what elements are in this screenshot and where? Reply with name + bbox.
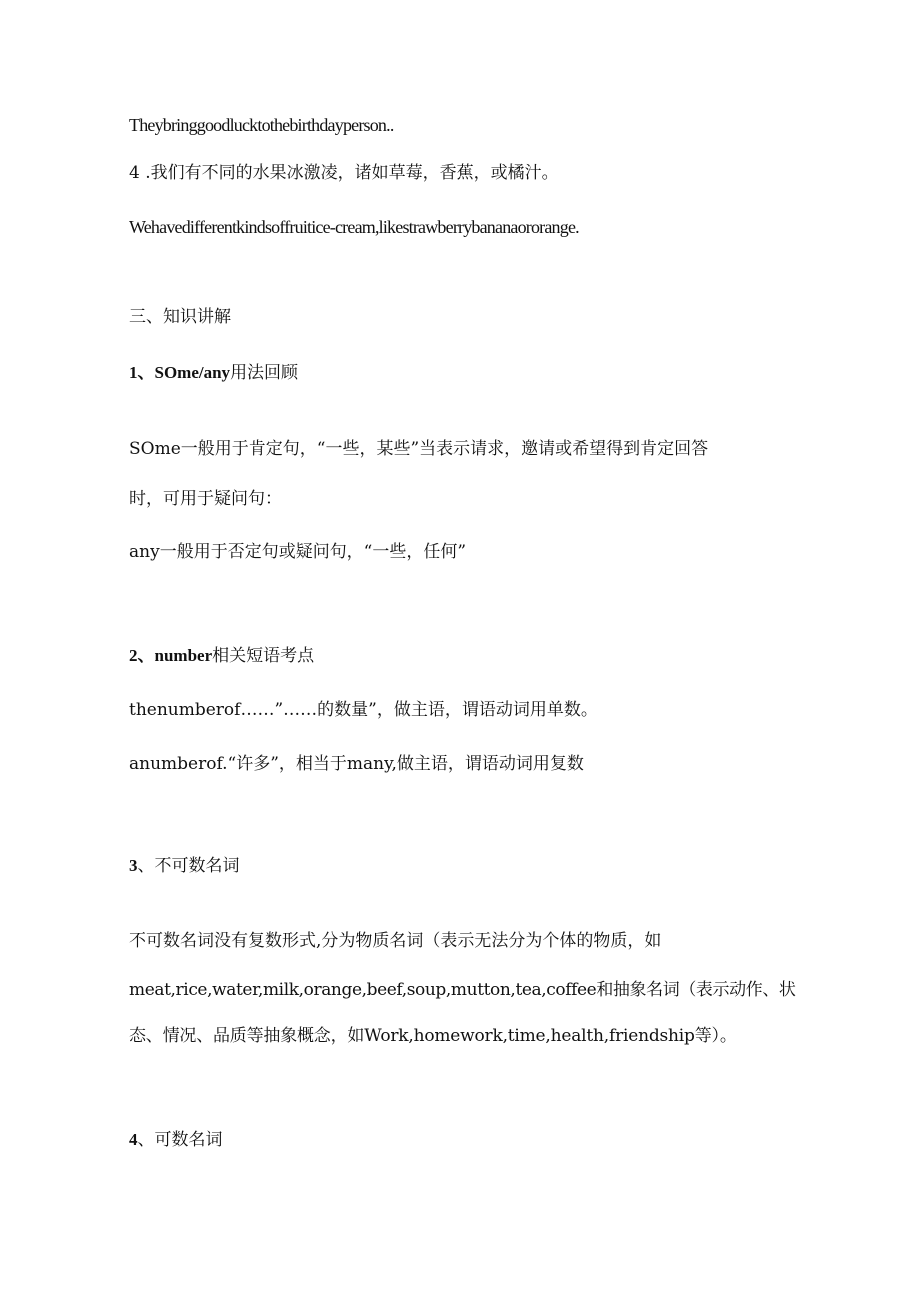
subheading-number: 1、 <box>129 363 155 382</box>
subheading-text: 相关短语考点 <box>212 646 315 666</box>
some-usage-paragraph: SOme一般用于肯定句，“一些，某些”当表示请求，邀请或希望得到肯定回答 <box>129 439 709 459</box>
the-number-of-paragraph: thenumberof……”……的数量”，做主语，谓语动词用单数。 <box>129 700 598 720</box>
item-4-chinese-sentence: 4 .我们有不同的水果冰激凌，诸如草莓，香蕉，或橘汁。 <box>129 163 559 183</box>
subheading-number: 2、 <box>129 646 155 665</box>
subheading-keyword: SOme/any <box>154 363 231 382</box>
subheading-text: 、不可数名词 <box>137 856 240 876</box>
subheading-uncountable-nouns <box>129 855 240 877</box>
a-number-of-paragraph: anumberof.“许多”，相当于many,做主语，谓语动词用复数 <box>129 754 584 774</box>
subheading-keyword: number <box>154 646 213 665</box>
some-usage-continued: 时，可用于疑问句： <box>129 489 282 509</box>
english-sentence-fruit-icecream: Wehavedifferentkindsoffruitice-cream,likestrawberrybananaororange. <box>129 217 579 237</box>
subheading-number: 3 <box>129 856 138 875</box>
subheading-text: 、可数名词 <box>137 1130 223 1150</box>
section-heading-knowledge: 三、知识讲解 <box>129 307 231 327</box>
uncountable-nouns-paragraph: 不可数名词没有复数形式,分为物质名词（表示无法分为个体的物质，如 <box>129 931 662 951</box>
uncountable-nouns-abstract: 态、情况、品质等抽象概念，如Work,homework,time,health,friendship等）。 <box>129 1026 737 1046</box>
subheading-number-phrases <box>129 645 314 667</box>
subheading-text: 用法回顾 <box>230 363 299 383</box>
uncountable-nouns-examples: meat,rice,water,milk,orange,beef,soup,mutton,tea,coffee和抽象名词（表示动作、状 <box>129 980 796 1000</box>
subheading-some-any <box>129 362 298 384</box>
subheading-countable-nouns <box>129 1129 223 1151</box>
any-usage-paragraph: any一般用于否定句或疑问句，“一些，任何” <box>129 542 467 562</box>
subheading-number: 4 <box>129 1130 138 1149</box>
english-sentence-birthday: Theybringgoodlucktothebirthdayperson.. <box>129 115 394 135</box>
